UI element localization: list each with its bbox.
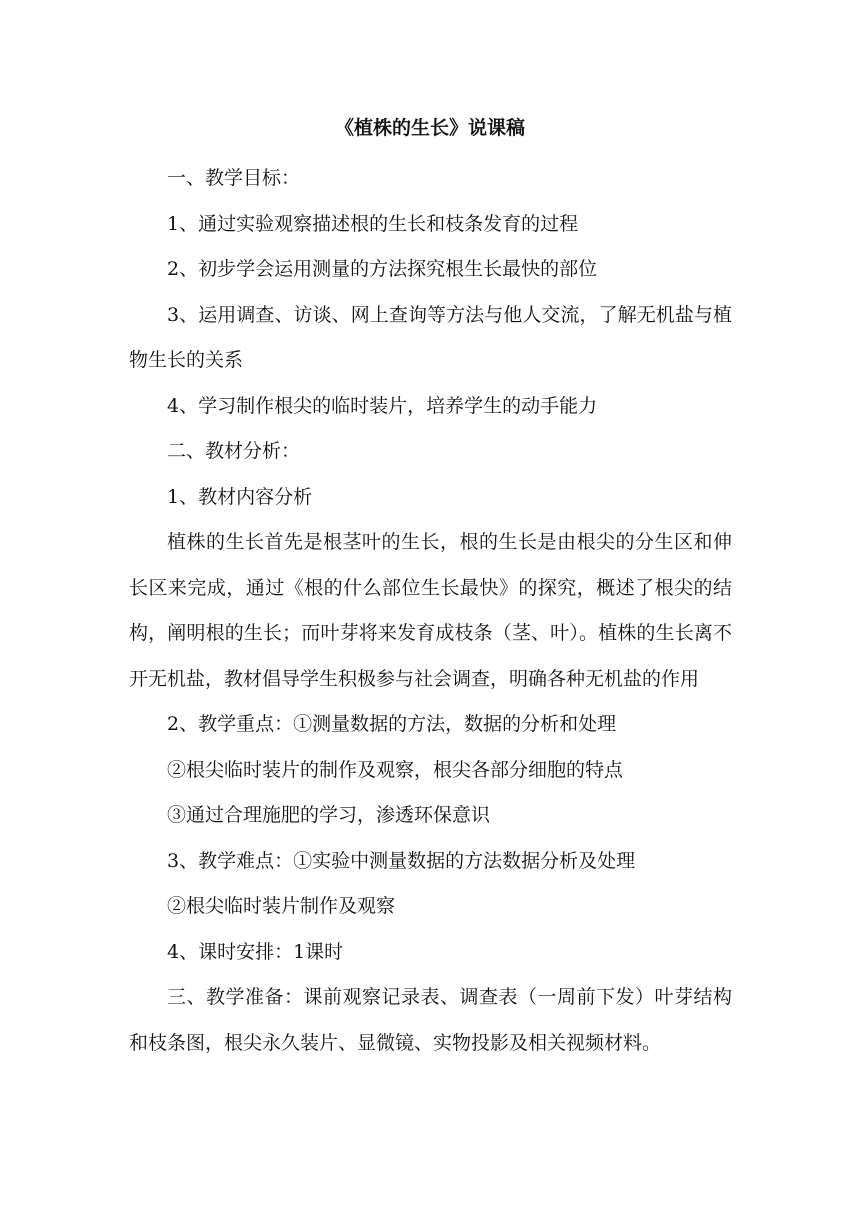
subheading-content-analysis: 1、教材内容分析 xyxy=(167,485,313,508)
document-body xyxy=(129,156,732,1066)
goal-item-1: 1、通过实验观察描述根的生长和枝条发育的过程 xyxy=(167,212,579,235)
content-analysis-paragraph: 植株的生长首先是根茎叶的生长，根的生长是由根尖的分生区和伸长区来完成，通过《根的什么部位生长最快》的探究，概述了根尖的结构，阐明根的生长；而叶芽将来发育成枝条（茎、叶）。植株的生长离不开无机盐，教材倡导学生积极参与社会调查，明确各种无机盐的作用 xyxy=(129,531,732,690)
key-points-item-3: ③通过合理施肥的学习，渗透环保意识 xyxy=(167,804,491,826)
section-teaching-preparation: 三、教学准备：课前观察记录表、调查表（一周前下发）叶芽结构和枝条图，根尖永久装片、显微镜、实物投影及相关视频材料。 xyxy=(129,986,732,1054)
goal-item-2: 2、初步学会运用测量的方法探究根生长最快的部位 xyxy=(167,258,598,280)
section-heading-textbook-analysis: 二、教材分析： xyxy=(167,440,301,462)
difficult-points-item-1: 3、教学难点：①实验中测量数据的方法数据分析及处理 xyxy=(167,849,636,872)
section-heading-teaching-goals: 一、教学目标： xyxy=(167,167,301,189)
key-points-item-2: ②根尖临时装片的制作及观察，根尖各部分细胞的特点 xyxy=(167,758,624,781)
key-points-item-1: 2、教学重点：①测量数据的方法，数据的分析和处理 xyxy=(167,713,617,735)
difficult-points-item-2: ②根尖临时装片制作及观察 xyxy=(167,895,396,917)
goal-item-3: 3、运用调查、访谈、网上查询等方法与他人交流，了解无机盐与植物生长的关系 xyxy=(129,303,732,371)
class-hours: 4、课时安排：1课时 xyxy=(167,940,344,963)
goal-item-4: 4、学习制作根尖的临时装片，培养学生的动手能力 xyxy=(167,394,598,417)
document-title: 《植株的生长》说课稿 xyxy=(334,117,525,139)
